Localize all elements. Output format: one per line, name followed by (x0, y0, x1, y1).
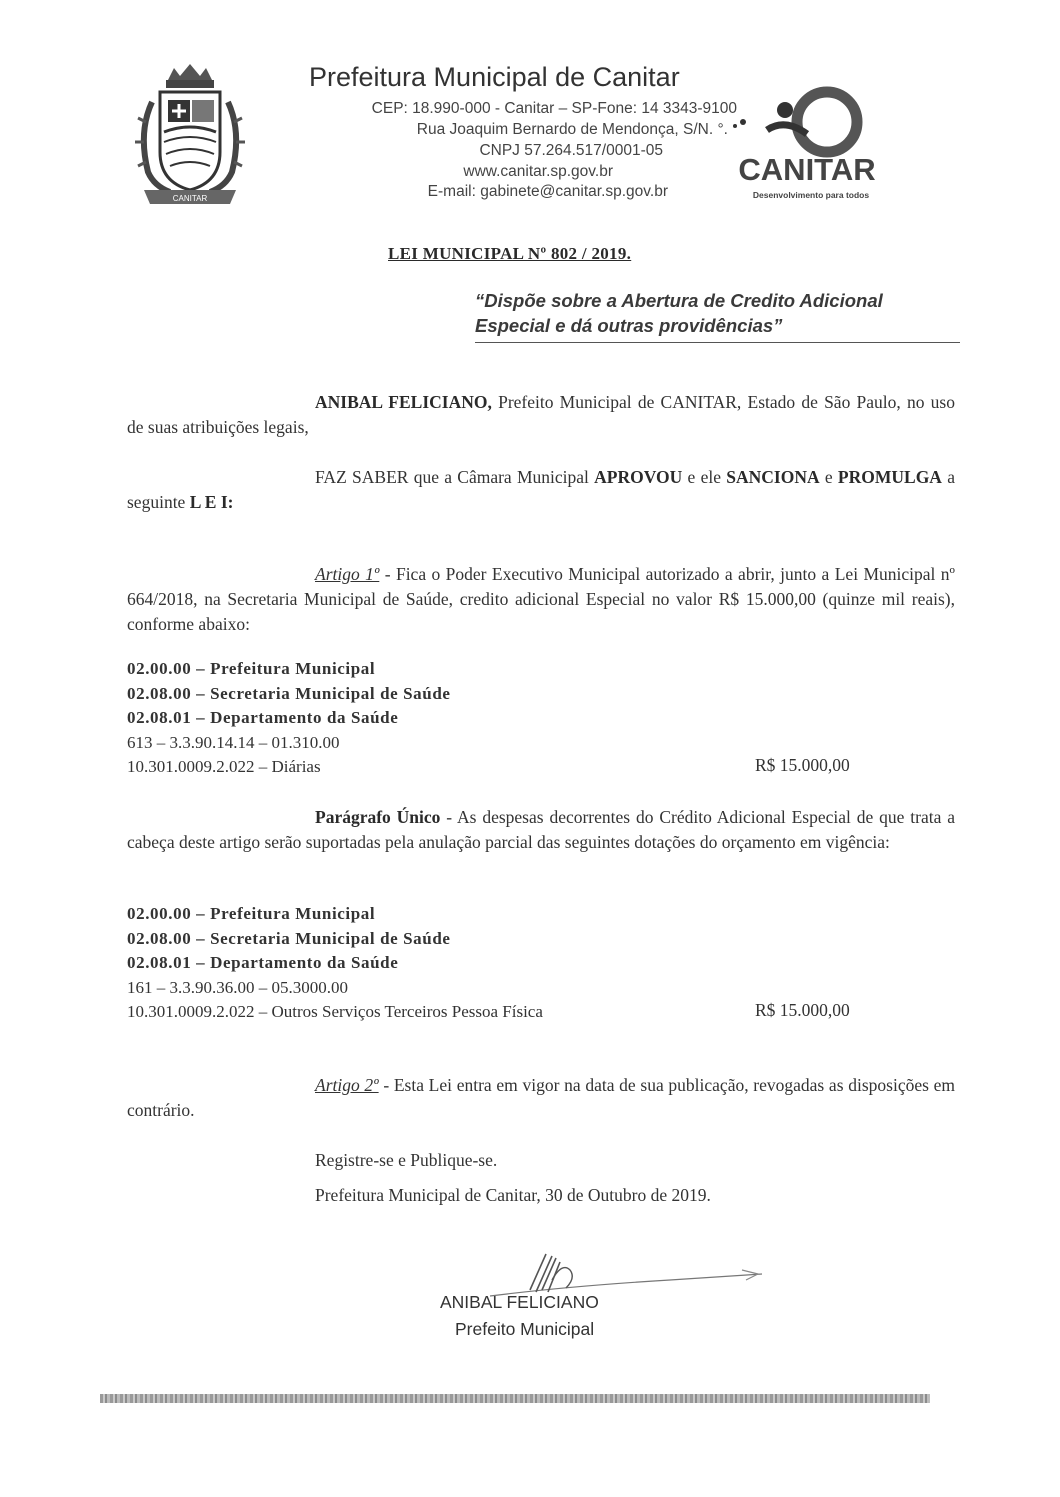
email-line: E-mail: gabinete@canitar.sp.gov.br (427, 183, 668, 200)
paragrafo-unico (127, 805, 955, 855)
cep-line: CEP: 18.990-000 - Canitar – SP-Fone: 14 3343-9100 (371, 100, 737, 117)
cnpj-line: CNPJ 57.264.517/0001-05 (479, 142, 663, 159)
dotacao-code: 161 – 3.3.90.36.00 – 05.3000.00 (127, 977, 348, 997)
dotacao-item: 10.301.0009.2.022 – Diárias (127, 757, 321, 776)
amount-1: R$ 15.000,00 (755, 755, 850, 775)
dotacao-code: 613 – 3.3.90.14.14 – 01.310.00 (127, 732, 340, 752)
place-date-line: Prefeitura Municipal de Canitar, 30 de Outubro de 2019. (315, 1185, 711, 1205)
law-title: LEI MUNICIPAL Nº 802 / 2019. (388, 244, 632, 263)
coat-label: CANITAR (172, 194, 208, 203)
sanciona-word: SANCIONA (726, 467, 820, 487)
artigo-2-label: Artigo 2º (315, 1075, 379, 1095)
faz-saber-paragraph (127, 465, 955, 515)
intro-paragraph (127, 390, 955, 440)
dotacao-line: 02.00.00 – Prefeitura Municipal (127, 904, 376, 923)
logo-text: CANITAR (738, 152, 876, 187)
signatory-role: Prefeito Municipal (455, 1319, 595, 1339)
canitar-logo-icon (715, 82, 900, 207)
dotacao-item: 10.301.0009.2.022 – Outros Serviços Terceiros Pessoa Física (127, 1002, 543, 1021)
artigo-2-text: - Esta Lei entra em vigor na data de sua publicação, revogadas as disposições em contrário. (127, 1075, 955, 1120)
dotacao-line: 02.00.00 – Prefeitura Municipal (127, 659, 376, 678)
artigo-1-paragraph (127, 562, 955, 637)
dotacao-line: 02.08.00 – Secretaria Municipal de Saúde (127, 683, 451, 703)
faz-saber-text: FAZ SABER que a Câmara Municipal (315, 467, 595, 487)
dotacao-block-2 (127, 902, 827, 1025)
faz-saber-text: e (819, 467, 838, 487)
logo-tagline: Desenvolvimento para todos (752, 190, 870, 200)
paragrafo-text: - As despesas decorrentes do Crédito Adicional Especial de que trata a cabeça deste artigo serão suportadas pela anulação parcial das seguintes dotações do orçamento em vigência: (127, 807, 955, 852)
faz-saber-text: e ele (682, 467, 727, 487)
law-subtitle: “Dispõe sobre a Abertura de Credito Adicional Especial e dá outras providências” (475, 288, 960, 343)
paragrafo-label: Parágrafo Único (315, 807, 441, 827)
coat-of-arms-icon (130, 62, 250, 212)
artigo-2-paragraph (127, 1073, 955, 1123)
footer-bar (100, 1394, 930, 1403)
registre-line: Registre-se e Publique-se. (315, 1150, 498, 1170)
website-line: www.canitar.sp.gov.br (463, 163, 613, 180)
dotacao-block-1 (127, 657, 827, 780)
artigo-1-label: Artigo 1º (315, 564, 380, 584)
dotacao-line: 02.08.00 – Secretaria Municipal de Saúde (127, 928, 451, 948)
org-name: Prefeitura Municipal de Canitar (309, 62, 680, 92)
signatory-name: ANIBAL FELICIANO (440, 1292, 599, 1312)
dotacao-line: 02.08.01 – Departamento da Saúde (127, 708, 399, 727)
artigo-1-text: - Fica o Poder Executivo Municipal autorizado a abrir, junto a Lei Municipal nº 664/2018, na Secretaria Municipal de Saúde, credito adicional Especial no valor R$ 15.000,00 (quinze mil reais), conforme abaixo: (127, 564, 955, 634)
lei-word: L E I: (189, 492, 234, 512)
mayor-name: ANIBAL FELICIANO, (315, 392, 492, 412)
faz-saber-text: a seguinte (127, 467, 955, 512)
promulga-word: PROMULGA (837, 467, 942, 487)
dotacao-line: 02.08.01 – Departamento da Saúde (127, 953, 399, 972)
address-line: Rua Joaquim Bernardo de Mendonça, S/N. °. (416, 121, 728, 138)
intro-text: Prefeito Municipal de CANITAR, Estado de São Paulo, no uso de suas atribuições legais, (127, 392, 955, 437)
amount-2: R$ 15.000,00 (755, 1000, 850, 1020)
aprovou-word: APROVOU (594, 467, 683, 487)
